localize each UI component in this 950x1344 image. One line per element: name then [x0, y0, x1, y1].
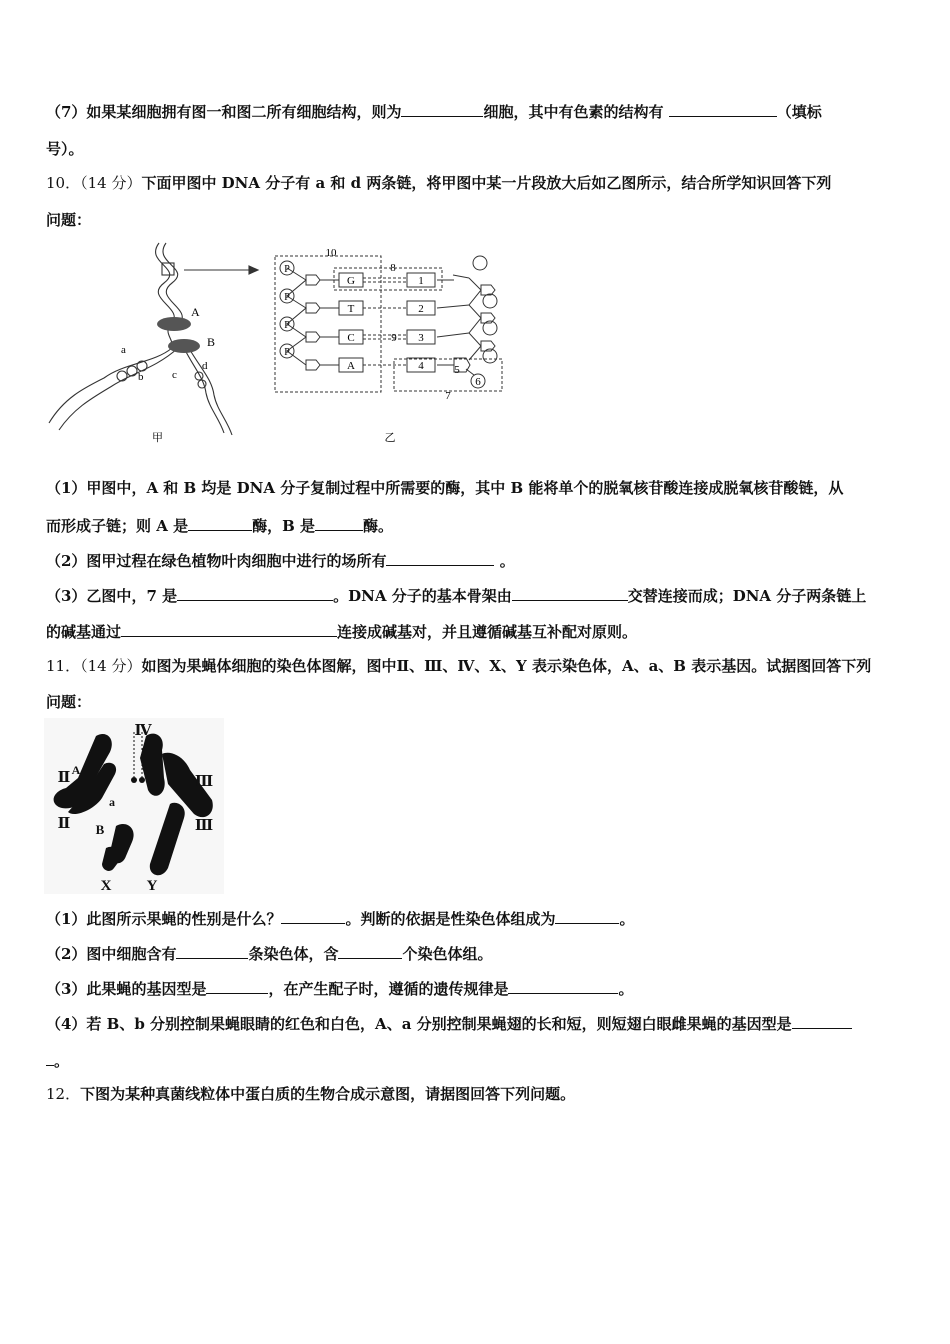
chromosome-label-ii-bottom: Ⅱ	[57, 816, 71, 832]
gene-label-a: a	[109, 795, 115, 809]
number-label-7: 7	[445, 390, 451, 402]
answer-blank[interactable]	[669, 100, 777, 117]
answer-blank[interactable]	[206, 977, 268, 994]
base-left: T	[347, 303, 355, 315]
answer-blank[interactable]	[176, 942, 248, 959]
base-left: A	[347, 360, 355, 372]
chromosome-label-iii-top: Ⅲ	[194, 774, 214, 790]
q11-part1: （1）此图所示果蝇的性别是什么？ 。判断的依据是性染色体组成为 。	[46, 907, 906, 930]
answer-blank[interactable]	[188, 514, 252, 531]
strand-label-a: a	[121, 344, 126, 356]
q12-stem: 12．下图为某种真菌线粒体中蛋白质的生物合成示意图，请据图回答下列问题。	[46, 1085, 576, 1103]
answer-blank[interactable]	[555, 907, 619, 924]
q9-part7-line2: 号）。	[46, 140, 84, 158]
answer-blank[interactable]	[121, 620, 337, 637]
enzyme-label-a: A	[191, 305, 200, 319]
phosphate-label: P	[284, 264, 290, 275]
chromosome-label-y: Y	[146, 878, 158, 894]
figure-label-yi: 乙	[384, 432, 396, 444]
strand-label-c: c	[172, 369, 177, 381]
phosphate-label: P	[284, 292, 290, 303]
enzyme-label-b: B	[207, 335, 216, 349]
number-label-9: 9	[391, 332, 397, 344]
base-right: 1	[418, 275, 424, 287]
phosphate-label: P	[284, 320, 290, 331]
answer-blank[interactable]	[508, 977, 618, 994]
strand-label-b: b	[138, 371, 144, 383]
q11-part2: （2）图中细胞含有 条染色体，含 个染色体组。	[46, 942, 906, 965]
answer-blank[interactable]	[281, 907, 345, 924]
base-right: 3	[418, 332, 424, 344]
answer-blank[interactable]	[46, 1049, 54, 1066]
answer-blank[interactable]	[512, 584, 628, 601]
q10-part3-line1: （3）乙图中，7 是 。DNA 分子的基本骨架由 交替连接而成；DNA 分子两条链上	[46, 584, 906, 607]
q10-part3-line2: 的碱基通过 连接成碱基对，并且遵循碱基互补配对原则。	[46, 620, 906, 643]
number-label-6: 6	[475, 376, 481, 388]
q10-part1-line1: （1）甲图中，A 和 B 均是 DNA 分子复制过程中所需要的酶，其中 B 能将单个的脱氧核苷酸连接成脱氧核苷酸链，从	[46, 479, 844, 497]
phosphate-circles	[280, 261, 294, 358]
q10-part1-line2: 而形成子链；则 A 是 酶，B 是 酶。	[46, 514, 906, 537]
enzyme-a-shape	[157, 317, 191, 331]
chromosome-label-x: X	[100, 878, 112, 894]
chromosome-label-iii-bottom: Ⅲ	[194, 818, 214, 834]
q10-stem-cont: 问题：	[46, 211, 92, 229]
replication-fork-diagram	[49, 243, 232, 435]
answer-blank[interactable]	[401, 100, 483, 117]
base-left: G	[347, 275, 355, 287]
q11-stem-cont: 问题：	[46, 693, 92, 711]
q10-stem: 10．（14 分）下面甲图中 DNA 分子有 a 和 d 两条链，将甲图中某一片段放大后如乙图所示，结合所学知识回答下列	[46, 174, 832, 192]
answer-blank[interactable]	[177, 584, 333, 601]
base-left: C	[347, 332, 355, 344]
strand-label-d: d	[202, 360, 208, 372]
q11-stem: 11．（14 分）如图为果蝇体细胞的染色体图解，图中Ⅱ、Ⅲ、Ⅳ、X、Y 表示染色体，A、a、B 表示基因。试据图回答下列	[46, 657, 872, 675]
answer-blank[interactable]	[792, 1012, 852, 1029]
fruit-fly-chromosome-figure	[44, 718, 224, 894]
answer-blank[interactable]	[338, 942, 402, 959]
figure-label-jia: 甲	[152, 432, 163, 444]
answer-blank[interactable]	[386, 549, 494, 566]
gene-label-A: A	[71, 763, 81, 777]
base-right: 2	[418, 303, 424, 315]
q11-part4-line2: 。	[46, 1049, 906, 1072]
q10-part2: （2）图甲过程在绿色植物叶肉细胞中进行的场所有 。	[46, 549, 906, 572]
enzyme-b-shape	[168, 339, 200, 353]
gene-label-B: B	[95, 822, 105, 837]
number-label-8: 8	[390, 262, 396, 274]
chromosome-label-iv: Ⅳ	[134, 723, 152, 739]
answer-blank[interactable]	[315, 514, 363, 531]
number-label-5: 5	[454, 364, 460, 376]
q9-part7-line1: （7）如果某细胞拥有图一和图二所有细胞结构，则为 细胞，其中有色素的结构有 （填标	[46, 100, 906, 123]
q11-part3: （3）此果蝇的基因型是 ，在产生配子时，遵循的遗传规律是 。	[46, 977, 906, 1000]
chromosome-label-ii-top: Ⅱ	[57, 770, 71, 786]
phosphate-label: P	[284, 347, 290, 358]
dna-ladder-diagram	[275, 256, 502, 392]
number-label-10: 10	[325, 247, 337, 259]
q11-part4-line1: （4）若 B、b 分别控制果蝇眼睛的红色和白色，A、a 分别控制果蝇翅的长和短，则短翅白眼雌果蝇的基因型是	[46, 1012, 906, 1035]
base-right: 4	[418, 360, 424, 372]
magnify-arrow	[184, 266, 258, 274]
dna-replication-figure	[44, 238, 504, 448]
